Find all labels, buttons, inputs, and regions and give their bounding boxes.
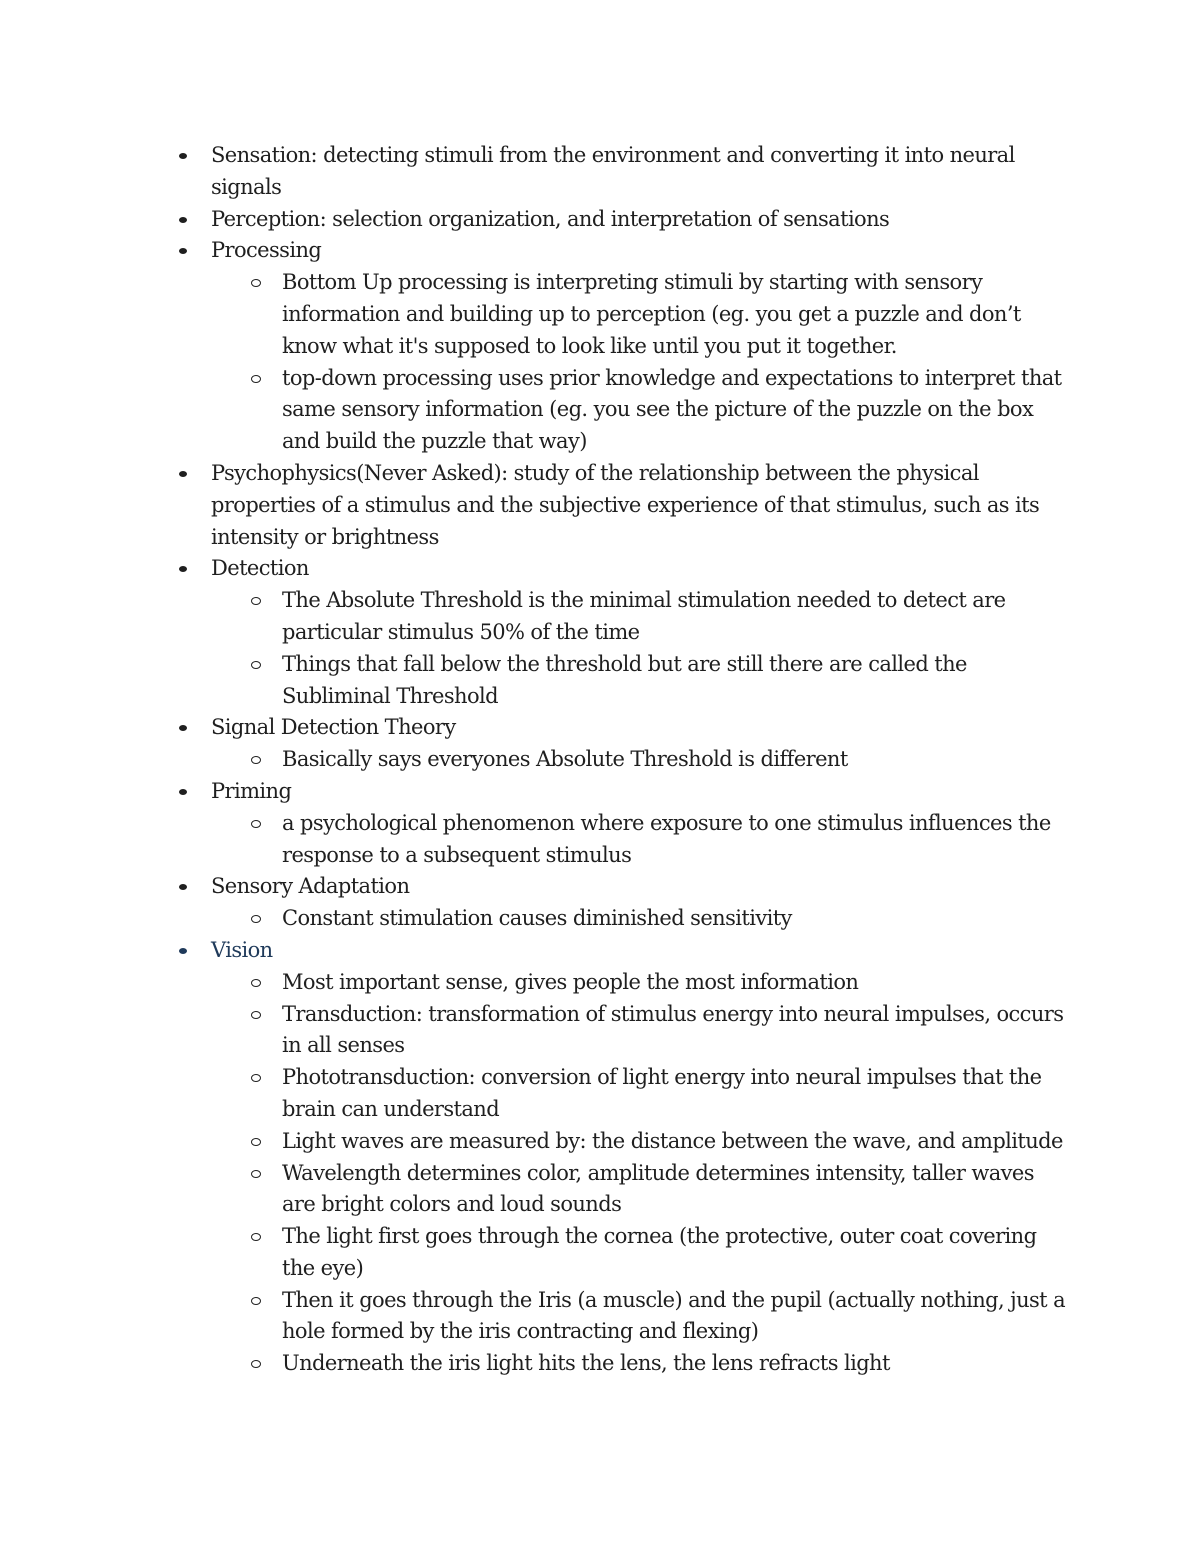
sub-bullet — [282, 1221, 1070, 1285]
sub-bullet — [282, 1062, 1070, 1126]
bullet-text: Psychophysics(Never Asked): study of the relationship between the physical properties of a stimulus and the subjective experience of that stimulus, such as its intensity or brightness — [211, 460, 1040, 549]
sub-bullet — [282, 1126, 1070, 1158]
sub-bullet-text: Phototransduction: conversion of light energy into neural impulses that the brain can understand — [282, 1065, 1042, 1121]
bullet-detection — [211, 553, 1070, 712]
bullet-text: Sensation: detecting stimuli from the environment and converting it into neural signals — [211, 143, 1015, 199]
sub-bullet-text: Transduction: transformation of stimulus energy into neural impulses, occurs in all senses — [282, 1001, 1064, 1058]
sub-bullet-text: The light first goes through the cornea (the protective, outer coat covering the eye) — [282, 1224, 1037, 1280]
sub-bullet-text: Bottom Up processing is interpreting stimuli by starting with sensory information and building up to perception (eg. you get a puzzle and don’t know what it's supposed to look like until you put it together. — [282, 270, 1021, 358]
sub-bullet-text: top-down processing uses prior knowledge and expectations to interpret that same sensory information (eg. you see the picture of the puzzle on the box and build the puzzle that way) — [282, 365, 1062, 454]
sub-bullet-text: a psychological phenomenon where exposure to one stimulus influences the response to a subsequent stimulus — [282, 810, 1051, 867]
bullet-text: Processing — [211, 238, 322, 263]
bullet-text: Signal Detection Theory — [211, 715, 456, 740]
sub-bullet — [282, 744, 1070, 776]
sub-bullet-text: Underneath the iris light hits the lens, the lens refracts light — [282, 1351, 890, 1376]
sub-bullet-text: Basically says everyones Absolute Threshold is different — [282, 747, 848, 772]
sub-bullet — [282, 808, 1070, 872]
sub-list — [211, 967, 1070, 1380]
sub-bullet — [282, 363, 1070, 458]
bullet-priming — [211, 776, 1070, 871]
bullet-sensation — [211, 140, 1070, 204]
bullet-text: Detection — [211, 556, 309, 581]
sub-bullet-text: Light waves are measured by: the distance between the wave, and amplitude — [282, 1128, 1063, 1153]
sub-list — [211, 585, 1070, 712]
sub-bullet-text: Then it goes through the Iris (a muscle) and the pupil (actually nothing, just a hole formed by the iris contracting and flexing) — [282, 1287, 1066, 1344]
sub-bullet — [282, 999, 1070, 1063]
sub-bullet — [282, 649, 1070, 713]
document-page — [0, 140, 1200, 1380]
sub-bullet-text: Things that fall below the threshold but are still there are called the Subliminal Threshold — [282, 651, 967, 708]
bullet-processing — [211, 235, 1070, 458]
sub-bullet-text: Constant stimulation causes diminished sensitivity — [282, 906, 792, 931]
bullet-psychophysics — [211, 458, 1070, 553]
sub-bullet — [282, 1158, 1070, 1222]
sub-bullet — [282, 903, 1070, 935]
bullet-signal-detection-theory — [211, 712, 1070, 776]
sub-list — [211, 744, 1070, 776]
notes-outline — [0, 140, 1200, 1380]
sub-bullet — [282, 585, 1070, 649]
sub-bullet — [282, 1285, 1070, 1349]
sub-list — [211, 808, 1070, 872]
sub-list — [211, 267, 1070, 458]
sub-bullet-text: The Absolute Threshold is the minimal stimulation needed to detect are particular stimulus 50% of the time — [282, 588, 1006, 644]
sub-list — [211, 903, 1070, 935]
sub-bullet — [282, 267, 1070, 362]
bullet-perception — [211, 204, 1070, 236]
bullet-text: Priming — [211, 778, 292, 803]
bullet-text: Sensory Adaptation — [211, 874, 410, 899]
sub-bullet — [282, 967, 1070, 999]
bullet-sensory-adaptation — [211, 871, 1070, 935]
bullet-text: Perception: selection organization, and interpretation of sensations — [211, 206, 890, 231]
sub-bullet-text: Most important sense, gives people the most information — [282, 969, 859, 994]
sub-bullet-text: Wavelength determines color, amplitude determines intensity, taller waves are bright colors and loud sounds — [282, 1160, 1034, 1217]
sub-bullet — [282, 1348, 1070, 1380]
bullet-text: Vision — [211, 937, 273, 962]
bullet-vision — [211, 935, 1070, 1380]
